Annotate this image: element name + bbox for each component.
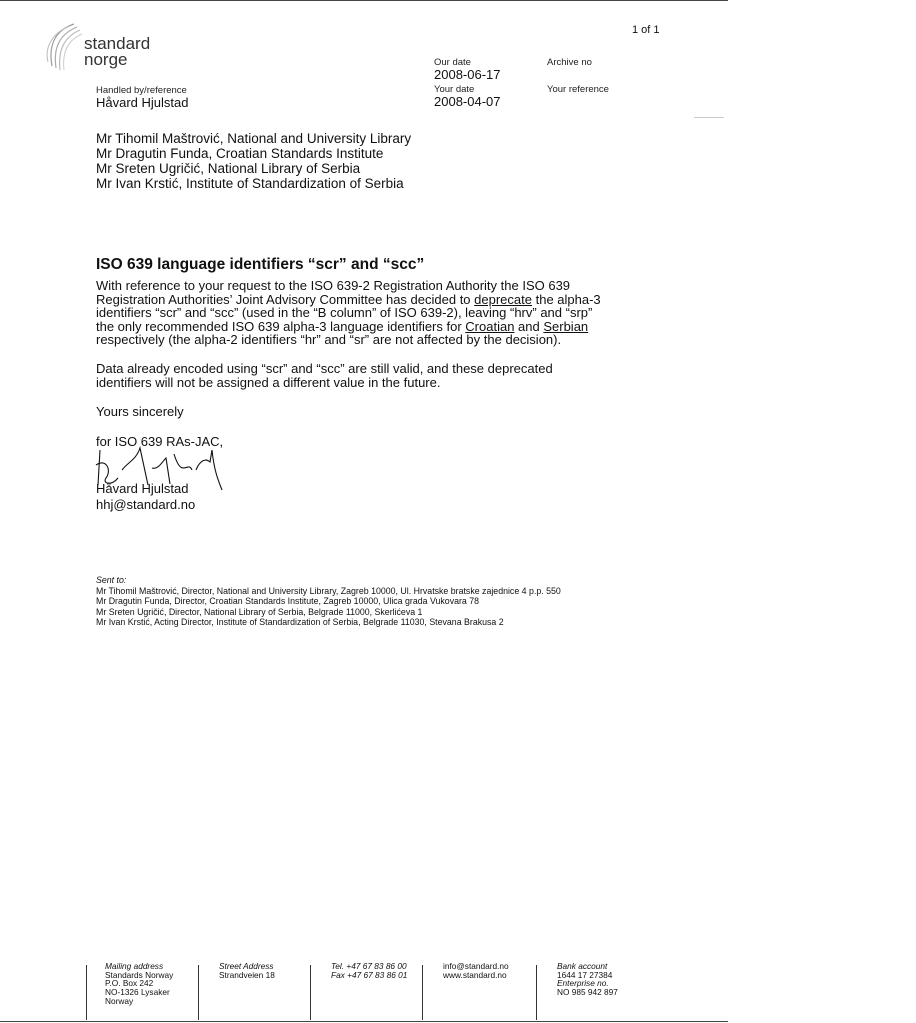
footer-tel: Tel. +47 67 83 86 00 bbox=[331, 961, 407, 971]
body-line: Data already encoded using “scr” and “scc” are still valid, and these deprecated bbox=[96, 361, 553, 376]
body-line: respectively (the alpha-2 identifiers “hr” and “sr” are not affected by the decision). bbox=[96, 332, 562, 347]
swirl-logo-icon bbox=[44, 22, 84, 72]
footer-label: Street Address bbox=[219, 961, 274, 971]
our-date-label: Our date bbox=[434, 57, 471, 68]
signer-name: Håvard Hjulstad bbox=[96, 481, 189, 496]
footer-line: Norway bbox=[105, 995, 134, 1006]
footer-label: Mailing address bbox=[105, 961, 164, 971]
footer-line: 1644 17 27384 bbox=[557, 969, 613, 980]
recipient-line: Mr Sreten Ugričić, National Library of Serbia bbox=[96, 161, 361, 176]
page-number: 1 of 1 bbox=[632, 24, 660, 36]
standard-norge-logo bbox=[44, 22, 164, 72]
underlined-croatian: Croatian bbox=[465, 318, 515, 334]
closing-text: Yours sincerely bbox=[96, 404, 184, 419]
body-line bbox=[96, 320, 656, 334]
sent-to-heading: Sent to: bbox=[96, 575, 127, 585]
footer-bank bbox=[557, 962, 618, 1020]
body-text: the only recommended ISO 639 alpha-3 language identifiers for bbox=[96, 318, 466, 334]
handled-by-label: Handled by/reference bbox=[96, 85, 187, 96]
footer-divider bbox=[310, 965, 311, 1020]
body-text: Registration Authorities’ Joint Advisory Committee has decided to bbox=[96, 291, 475, 307]
footer-label: Enterprise no. bbox=[557, 978, 609, 989]
body-line: identifiers “scr” and “scc” (used in the “B column” of ISO 639-2), leaving “hrv” and “srp” bbox=[96, 305, 593, 320]
paragraph-validity bbox=[96, 362, 656, 390]
your-reference-label: Your reference bbox=[547, 84, 609, 95]
underlined-deprecate: deprecate bbox=[474, 291, 532, 307]
footer-line: NO 985 942 897 bbox=[557, 987, 618, 998]
sent-to-line: Mr Ivan Krstić, Acting Director, Institute of Standardization of Serbia, Belgrade 11030, Stevana Brakusa 2 bbox=[96, 617, 504, 627]
footer-line: Standards Norway bbox=[105, 969, 174, 980]
footer-divider bbox=[422, 965, 423, 1020]
recipient-line: Mr Dragutin Funda, Croatian Standards Institute bbox=[96, 146, 384, 161]
body-text: the alpha-3 bbox=[531, 291, 601, 307]
body-text: and bbox=[514, 318, 544, 334]
body-line bbox=[96, 293, 656, 307]
recipient-block bbox=[96, 131, 411, 191]
signer-email: hhj@standard.no bbox=[96, 497, 196, 512]
footer-divider bbox=[86, 965, 87, 1020]
your-date-value: 2008-04-07 bbox=[434, 94, 501, 109]
sent-to-line: Mr Sreten Ugričić, Director, National Library of Serbia, Belgrade 11000, Skerlićeva 1 bbox=[96, 606, 423, 617]
footer-fax: Fax +47 67 83 86 01 bbox=[331, 969, 408, 980]
footer-label: Bank account bbox=[557, 961, 608, 971]
sent-to-block bbox=[96, 575, 561, 628]
footer-phone bbox=[331, 962, 407, 1020]
footer-web bbox=[443, 962, 509, 1020]
footer-email: info@standard.no bbox=[443, 961, 509, 971]
footer-divider bbox=[198, 965, 199, 1020]
paragraph-decision bbox=[96, 279, 656, 347]
logo-word-norge: norge bbox=[84, 50, 128, 69]
footer-street-address bbox=[219, 962, 275, 1020]
your-date-label: Your date bbox=[434, 84, 475, 95]
footer-divider bbox=[536, 965, 537, 1020]
scan-mark bbox=[694, 117, 724, 118]
footer-website: www.standard.no bbox=[443, 969, 507, 980]
logo-word-standard: standard bbox=[84, 34, 151, 53]
sent-to-line: Mr Tihomil Maštrović, Director, National and University Library, Zagreb 10000, Ul. Hrvatske bratske zajednice 4 p.p. 550 bbox=[96, 585, 561, 596]
top-rule bbox=[0, 0, 728, 1]
archive-no-label: Archive no bbox=[547, 57, 592, 68]
handled-by-value: Håvard Hjulstad bbox=[96, 95, 189, 110]
footer-mailing-address bbox=[105, 962, 173, 1020]
footer-line: Strandveien 18 bbox=[219, 969, 275, 980]
recipient-line: Mr Tihomil Maštrović, National and University Library bbox=[96, 131, 412, 146]
body-line: With reference to your request to the ISO 639-2 Registration Authority the ISO 639 bbox=[96, 278, 571, 293]
our-date-value: 2008-06-17 bbox=[434, 67, 501, 82]
footer-line: NO-1326 Lysaker bbox=[105, 987, 170, 998]
body-line: identifiers will not be assigned a different value in the future. bbox=[96, 375, 441, 390]
for-line: for ISO 639 RAs-JAC, bbox=[96, 434, 224, 449]
recipient-line: Mr Ivan Krstić, Institute of Standardization of Serbia bbox=[96, 176, 404, 191]
letter-title: ISO 639 language identifiers “scr” and “scc” bbox=[96, 256, 425, 273]
sent-to-line: Mr Dragutin Funda, Director, Croatian Standards Institute, Zagreb 10000, Ulica grada Vukovara 78 bbox=[96, 596, 480, 606]
bottom-rule bbox=[0, 1021, 728, 1022]
footer-line: P.O. Box 242 bbox=[105, 978, 154, 989]
underlined-serbian: Serbian bbox=[543, 318, 589, 334]
